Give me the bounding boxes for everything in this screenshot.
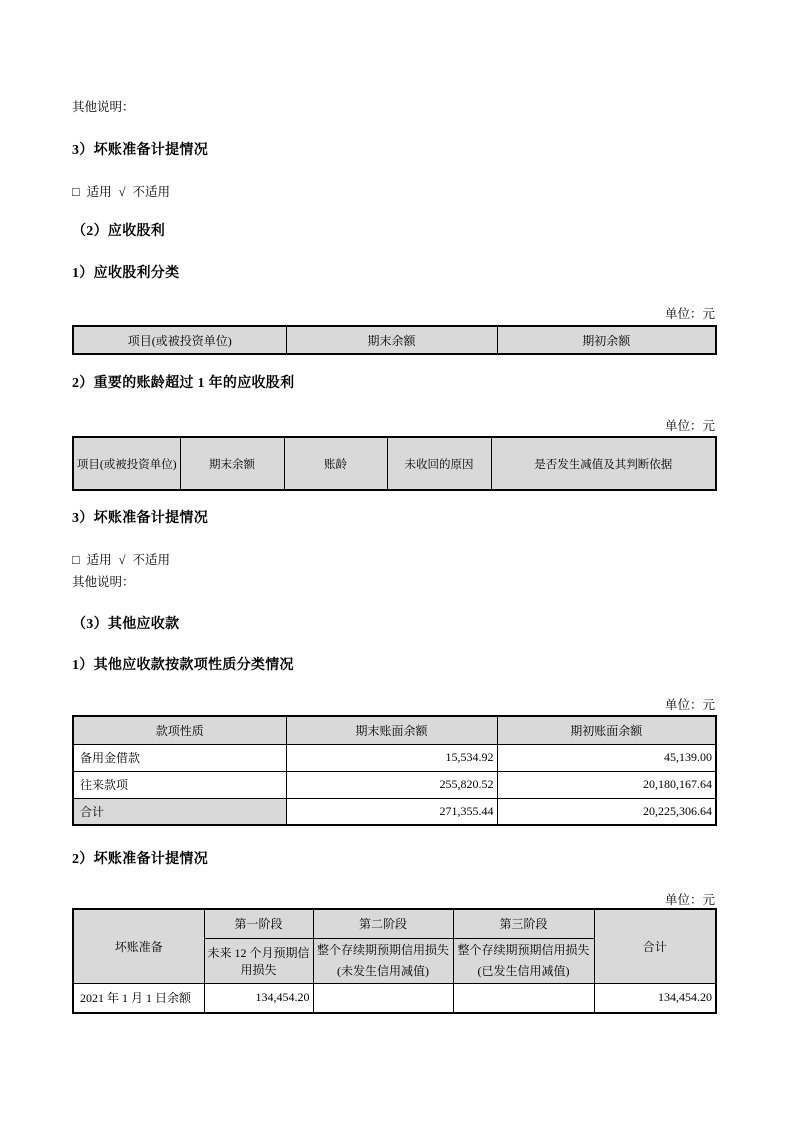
table-row: [73, 983, 716, 1013]
subheader-line: 整个存续期预期信用损失: [457, 943, 590, 958]
stage1-value-cell: 134,454.20: [204, 983, 313, 1013]
check-icon: √: [118, 185, 126, 199]
beginning-balance-cell: 20,180,167.64: [497, 771, 716, 798]
unit-label-3: 单位：元: [664, 698, 715, 712]
table-header-row: [73, 437, 716, 490]
other-notes-label: 其他说明：: [72, 100, 135, 114]
stage2-value-cell: [313, 983, 453, 1013]
applicable-label: 适用: [86, 553, 112, 567]
applicable-line-2: [72, 550, 715, 568]
not-applicable-label: 不适用: [132, 553, 170, 567]
subheader-line: 整个存续期预期信用损失: [316, 943, 449, 958]
table-header-cell: 期初账面余额: [497, 716, 716, 744]
unit-label-1: 单位：元: [664, 307, 715, 321]
table-header-cell: 期末余额: [180, 437, 284, 490]
table-header-cell: 账龄: [284, 437, 387, 490]
checkbox-icon: □: [72, 553, 80, 567]
heading-bad-debt-provision-c: 2）坏账准备计提情况: [72, 852, 208, 867]
ending-balance-cell: 15,534.92: [286, 744, 497, 771]
table-header-row: [73, 326, 716, 354]
table-header-cell: 期末余额: [286, 326, 497, 354]
stage3-header-cell: 第三阶段: [453, 909, 594, 938]
table-header-cell: 未收回的原因: [387, 437, 491, 490]
table-header-cell: 期初余额: [497, 326, 716, 354]
stage3-subheader-cell: [453, 938, 594, 983]
stage2-header-cell: 第二阶段: [313, 909, 453, 938]
corner-header-cell: 坏账准备: [73, 909, 204, 983]
table-total-row: [73, 798, 716, 825]
row-label-cell: 2021 年 1 月 1 日余额: [73, 983, 204, 1013]
table-header-row: [73, 909, 716, 938]
heading-dividends-receivable: （2）应收股利: [72, 224, 166, 239]
stage2-subheader-cell: [313, 938, 453, 983]
table-header-cell: 是否发生减值及其判断依据: [491, 437, 716, 490]
dividend-classification-table: [72, 325, 717, 355]
heading-dividend-over-1-year: 2）重要的账龄超过 1 年的应收股利: [72, 376, 295, 391]
stage1-subheader-cell: 未来 12 个月预期信用损失: [204, 938, 313, 983]
not-applicable-label: 不适用: [132, 185, 170, 199]
table-header-row: [73, 716, 716, 744]
dividend-over-1-year-table: [72, 436, 717, 491]
other-notes-label: 其他说明：: [72, 575, 135, 589]
checkbox-icon: □: [72, 185, 80, 199]
heading-other-receivables-by-nature: 1）其他应收款按款项性质分类情况: [72, 658, 294, 673]
table-header-cell: 项目(或被投资单位): [73, 326, 286, 354]
nature-cell: 备用金借款: [73, 744, 286, 771]
heading-bad-debt-provision-b: 3）坏账准备计提情况: [72, 511, 208, 526]
subheader-line: (未发生信用减值): [337, 963, 429, 978]
table-row: [73, 744, 716, 771]
total-value-cell: 134,454.20: [594, 983, 716, 1013]
ending-balance-total-cell: 271,355.44: [286, 798, 497, 825]
other-receivables-table: [72, 715, 717, 826]
total-label-cell: 合计: [73, 798, 286, 825]
heading-dividend-classification: 1）应收股利分类: [72, 266, 180, 281]
applicable-line-1: [72, 182, 715, 200]
applicable-label: 适用: [86, 185, 112, 199]
table-header-cell: 期末账面余额: [286, 716, 497, 744]
subheader-line: (已发生信用减值): [477, 963, 570, 978]
stage1-header-cell: 第一阶段: [204, 909, 313, 938]
heading-other-receivables: （3）其他应收款: [72, 617, 180, 632]
ending-balance-cell: 255,820.52: [286, 771, 497, 798]
beginning-balance-total-cell: 20,225,306.64: [497, 798, 716, 825]
stage3-value-cell: [453, 983, 594, 1013]
total-header-cell: 合计: [594, 909, 716, 983]
unit-label-4: 单位：元: [664, 893, 715, 907]
beginning-balance-cell: 45,139.00: [497, 744, 716, 771]
unit-label-2: 单位：元: [664, 419, 715, 433]
table-row: [73, 771, 716, 798]
heading-bad-debt-provision-a: 3）坏账准备计提情况: [72, 143, 208, 158]
table-header-cell: 款项性质: [73, 716, 286, 744]
bad-debt-stages-table: [72, 908, 717, 1014]
nature-cell: 往来款项: [73, 771, 286, 798]
table-header-cell: 项目(或被投资单位): [73, 437, 180, 490]
check-icon: √: [118, 553, 126, 567]
